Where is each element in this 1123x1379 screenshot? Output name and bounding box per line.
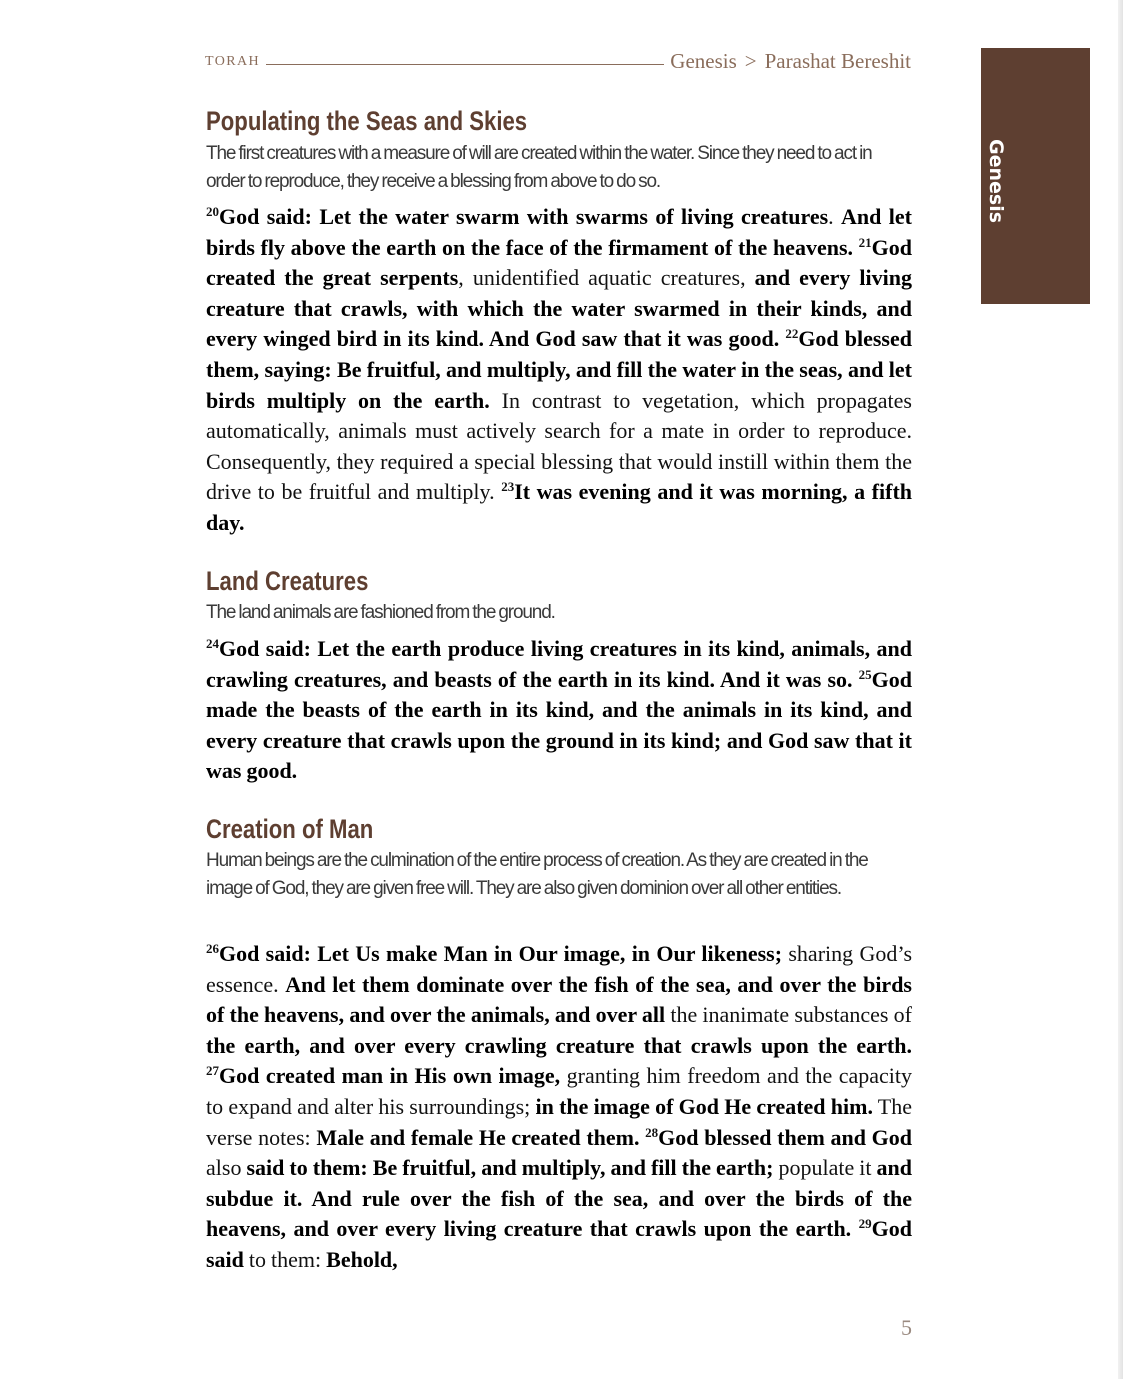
scripture-text: God blessed them and God	[658, 1124, 912, 1150]
scripture-text: God created the great serpents	[206, 234, 912, 291]
scripture-text: It was evening and it was morning, a fifth day.	[206, 479, 913, 535]
breadcrumb-parasha: Parashat Bereshit	[764, 49, 911, 73]
section-intro-creation-of-man: Human beings are the culmination of the entire process of creation. As they are created in the image of God, they are given free will. They are also given dominion over all other entities.	[206, 850, 868, 899]
scripture-text: God said: Let the earth produce living creatures in its kind, animals, and crawling creatures, and beasts of the earth in its kind. And it was so.	[206, 636, 912, 692]
scripture-text: and every living creature that crawls, with which the water swarmed in their kinds, and every winged bird in its kind. And God saw that it was good.	[206, 265, 912, 352]
scripture-text: in the image of God He created him.	[535, 1093, 873, 1119]
scripture-text: and subdue it. And rule over the fish of the sea, and over the birds of the heavens, and over every living creature that crawls upon the earth.	[206, 1155, 912, 1242]
scripture-text: Behold,	[326, 1246, 398, 1272]
header-section-label: TORAH	[205, 54, 260, 69]
scripture-text: God said: Let Us make Man in Our image, in Our likeness;	[219, 941, 783, 966]
breadcrumb-book: Genesis	[670, 49, 737, 73]
breadcrumb	[670, 51, 911, 72]
section-title-creation-of-man: Creation of Man	[206, 814, 374, 844]
scripture-text: God created man in His own image,	[219, 1063, 561, 1089]
scripture-text: God made the beasts of the earth in its kind, and the animals in its kind, and every creature that crawls upon the ground in its kind; and God saw that it was good.	[206, 666, 912, 784]
verse-number: 20	[206, 204, 219, 219]
commentary-text: sharing God’s essence.	[206, 941, 913, 997]
commentary-text: .	[828, 204, 842, 229]
commentary-text: populate it	[773, 1155, 877, 1181]
page-number: 5	[901, 1315, 912, 1340]
scripture-text: God blessed them, saying: Be fruitful, and multiply, and fill the water in the seas, and let birds multiply on the earth.	[206, 326, 912, 413]
scripture-text: the earth, and over every crawling creature that crawls upon the earth.	[206, 1032, 912, 1058]
verse-text	[206, 634, 912, 787]
verse-number: 23	[501, 479, 515, 495]
section-title-seas-and-skies: Populating the Seas and Skies	[206, 106, 528, 136]
header-rule	[266, 64, 664, 65]
section-title-land-creatures: Land Creatures	[206, 566, 369, 596]
scripture-text: And let birds fly above the earth on the face of the firmament of the heavens.	[206, 204, 912, 260]
section-intro-land-creatures: The land animals are fashioned from the ground.	[206, 602, 555, 623]
verse-number: 24	[206, 636, 219, 651]
verse-text	[206, 939, 912, 1276]
scripture-text: God said: Let the water swarm with swarms of living creatures	[219, 204, 829, 229]
verse-text	[206, 202, 912, 539]
commentary-text: granting him freedom and the capacity to expand and alter his surroundings;	[206, 1063, 913, 1119]
commentary-text: In contrast to vegetation, which propagates automatically, animals must actively search for a mate in order to reproduce. Consequently, they required a special blessing that would instill within them the drive to be fruitful and multiply.	[206, 387, 912, 505]
verse-number: 21	[858, 234, 872, 250]
commentary-text: to them:	[243, 1246, 327, 1272]
scripture-text: God said	[206, 1216, 912, 1272]
scripture-text: And let them dominate over the fish of the sea, and over the birds of the heavens, and over the animals, and over all	[206, 971, 912, 1028]
commentary-text: also	[206, 1155, 247, 1181]
page-edge-shadow	[1118, 0, 1123, 1379]
commentary-text: The verse notes:	[206, 1093, 912, 1150]
scripture-text: Male and female He created them.	[316, 1124, 646, 1150]
verse-number: 25	[858, 666, 872, 682]
scripture-text: said to them: Be fruitful, and multiply, and fill the earth;	[246, 1155, 774, 1181]
verse-number: 27	[206, 1063, 219, 1079]
verse-number: 22	[785, 326, 799, 342]
verse-number: 26	[206, 941, 219, 956]
verse-number: 28	[645, 1124, 659, 1140]
commentary-text: , unidentified aquatic creatures,	[458, 265, 755, 291]
section-intro-seas-and-skies: The first creatures with a measure of will are created within the water. Since they need to act in order to reproduce, they receive a blessing from above to do so.	[206, 143, 872, 192]
side-tab-label: Genesis	[985, 139, 1007, 224]
breadcrumb-separator: >	[744, 49, 757, 73]
verse-number: 29	[858, 1216, 872, 1232]
running-header	[205, 42, 911, 72]
commentary-text: the inanimate substances of	[665, 1002, 912, 1028]
